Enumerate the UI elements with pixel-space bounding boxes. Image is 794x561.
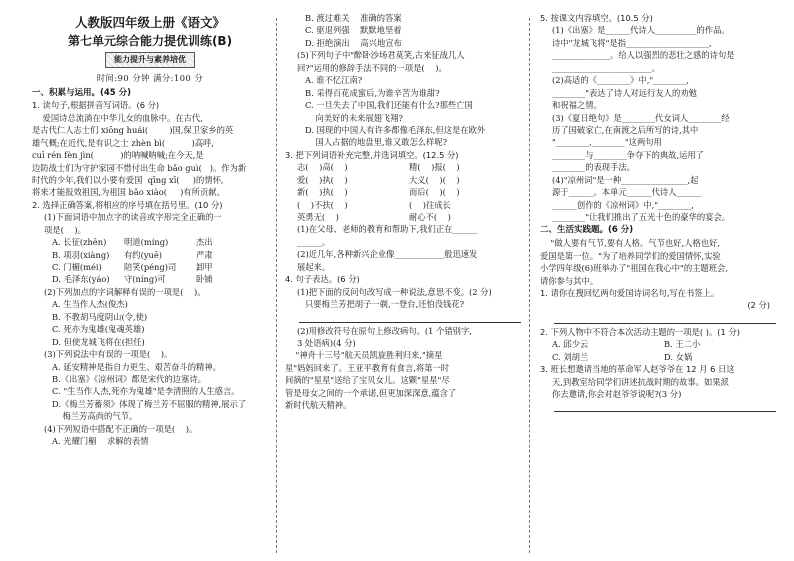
q2-1-choice-row: A. 长征(zhēn) 明道(míng) 杰出 — [52, 237, 213, 248]
q5-line: 和祝福之情。 — [552, 100, 602, 111]
q2-5-choice: D. 国现的中国人有许多都像毛泽东,但这是在欧外 — [305, 124, 486, 135]
q2-5-stem: (5)下列句子中"醉卧沙场君莫笑,古来征战几人 — [297, 50, 465, 61]
q3-word-row: 爱( )执( ) 大义( )( ) — [297, 174, 460, 185]
worksheet-subtitle: 第七单元综合能力提优训练(B) — [67, 34, 233, 49]
q2-2-choice: C. 死亦为鬼雄(鬼魂英雄) — [52, 324, 145, 335]
q2-2-choice: A. 生当作人杰(俊杰) — [52, 299, 128, 310]
q2-5-choice: A. 谁不忆江南? — [305, 75, 363, 86]
q5-line: "________,________"这两句用 — [552, 137, 662, 148]
q2-5-choice: C. 一旦失去了中国,我们还能有什么?那些亡国 — [305, 100, 473, 111]
q2-1-choice-row: D. 毛泽东(yáo) 守(níng)可 卧铺 — [52, 274, 213, 285]
q2-2-stem: (2)下列加点的字词解释有误的一项是( )。 — [44, 286, 206, 297]
q5-line: (4)"凉州词"是一种________________,起 — [552, 174, 699, 185]
q5-line: ________"让我们推出了五光十色的豪华的宴会。 — [552, 212, 731, 222]
q5-line: (2)高适的《________》中,"________, — [552, 75, 690, 86]
q2-5-choice: 向美好的未来展翅飞翔? — [305, 112, 403, 123]
life-question-3: 天,到教室给同学们讲述抗战时期的故事。如果派 — [552, 376, 729, 387]
life-question-3: 3. 班长想邀请当地的革命军人赵爷爷在 12 月 6 日这 — [540, 364, 735, 375]
q4-paragraph-line: 新时代航天精神。 — [285, 400, 352, 411]
q2-1-choice-row: B. 项羽(xiàng) 有约(yuē) 严肃 — [52, 249, 213, 260]
answer-line[interactable] — [554, 312, 776, 324]
q2-4-stem: (4)下列短语中搭配不正确的一项是( )。 — [44, 423, 198, 434]
q5-line: 历了国破家亡,在南渡之后所写的诗,其中 — [552, 124, 699, 135]
life-question-3: 你去邀请,你会对赵爷爷说呢?(3 分) — [552, 389, 682, 399]
q5-line: ________的表现手法。 — [552, 162, 635, 173]
q5-line: ________________________。 — [552, 62, 660, 73]
q4-paragraph-line: "神舟十三号"航天员凯旋胜利归来,"摘星 — [285, 350, 443, 361]
q4-1-stem: (1)把下面的反问句改写成一种说法,意思不变。(2 分) — [297, 286, 492, 297]
q3-2-stem: 展起来。 — [297, 261, 331, 272]
question-4-title: 4. 句子表达。(6 分) — [285, 274, 360, 285]
q2-3-stem: (3)下列说法中有误的一项是( )。 — [44, 349, 173, 360]
q2-1-stem: 项是( )。 — [44, 224, 86, 235]
answer-line[interactable] — [299, 311, 521, 323]
q3-word-row: 志( )高( ) 精( )报( ) — [297, 162, 460, 173]
life-paragraph-line: 请你参与其中。 — [540, 275, 599, 286]
life-paragraph-line: "做人要有气节,要有人格。气节也好,人格也好, — [540, 238, 720, 249]
q4-2-stem: 3 处语病)(4 分) — [297, 337, 356, 348]
q3-word-row: 新( )执( ) 而后( )( ) — [297, 187, 460, 198]
q1-line: 雄气概;在近代,是有识之士 zhèn bì( )高呼, — [32, 137, 214, 148]
section-2-heading: 二、生活实践题。(6 分) — [540, 225, 634, 236]
q3-2-stem: (2)近几年,各种新兴企业像____________般迅速发 — [297, 249, 478, 260]
q3-1-stem: ______。 — [297, 236, 331, 247]
q2-3-choice: B.《出塞》《凉州词》都是宋代的边塞诗。 — [52, 373, 206, 384]
q5-line: ________与________争夺下的典故,运用了 — [552, 149, 704, 160]
life-question-2: 2. 下列人物中不符合本次活动主题的一项是( )。(1 分) — [540, 326, 740, 337]
q2-1-choice-row: C. 门楣(méi) 陪笑(péng)司 卸甲 — [52, 262, 213, 272]
q2-3-choice: A. 延安精神是指自力更生、艰苦奋斗的精神。 — [52, 361, 221, 372]
q5-line: 诗中"龙城飞将"是指____________________, — [552, 37, 712, 48]
section-1-heading: 一、积累与运用。(45 分) — [32, 87, 132, 98]
worksheet-title: 人教版四年级上册《语文》 — [74, 15, 225, 30]
life-paragraph-line: 爱国是第一位。"为了培养同学们的爱国情怀,实验 — [540, 250, 721, 261]
column-left — [32, 12, 276, 553]
q2-2-choice: D. 但使龙城飞将在(担任) — [52, 336, 145, 347]
q5-line: ________"表达了诗人对远行友人的劝勉 — [552, 87, 697, 98]
q3-1-stem: (1)在父母、老师的教育和帮助下,我们正在______ — [297, 224, 478, 235]
q2-4-choice: D. 拒绝演出 高兴地宣布 — [305, 37, 402, 48]
q4-2-stem: (2)用修改符号在原句上修改病句。(1 个错别字, — [297, 325, 472, 336]
q2-2-choice: B. 不教胡马度阴山(令,使) — [52, 311, 148, 322]
q1-line: 边防战士们为守护家园不惜付出生命 bǎo guì( )。作为新 — [32, 162, 247, 173]
q2-1-stem: (1)下面词语中加点字的读音或字形完全正确的一 — [44, 212, 222, 223]
q5-line: (1)《出塞》是______代诗人__________的作品。 — [552, 25, 730, 36]
q1-line: 爱国诗总流淌在中华儿女的血脉中。在古代, — [32, 112, 203, 123]
q4-1-sentence: 只要梅兰芳把胡子一剃,一登台,还怕没钱花? — [305, 299, 465, 310]
question-3-title: 3. 把下列词语补充完整,并选词填空。(12.5 分) — [285, 149, 459, 160]
q5-line: (3)《夏日绝句》是________代女词人________经 — [552, 112, 730, 123]
q5-line: ______________。给人以强烈的悲壮之感的诗句是 — [552, 50, 735, 61]
q4-paragraph-line: 星"妈妈回来了。王亚平教育有食言,将第一时 — [285, 362, 450, 373]
q5-line: 源于______。本单元______代诗人______ — [552, 187, 702, 198]
q2-5-choice: B. 采得百花成蜜后,为谁辛苦为谁甜? — [305, 87, 440, 98]
q3-word-row: ( )不扶( ) ( )往成长 — [297, 199, 451, 210]
q1-line: 时代的少年,我们以小要有爱国 qīng xī( )的情怀, — [32, 174, 224, 185]
life-paragraph-line: 小学四年级(6)班举办了"祖国在我心中"的主题班会, — [540, 263, 728, 274]
q1-line: 是古代仁人志士们 xiōng huái( )国,保卫家乡的英 — [32, 125, 234, 136]
q2-4-choice: B. 渡过难关 准确的答案 — [305, 13, 402, 23]
q3-word-row: 英勇无( ) 耐心不( ) — [297, 212, 451, 222]
answer-line[interactable] — [554, 400, 776, 412]
column-middle — [277, 12, 529, 553]
q2-5-choice: 国人占据的地盘里,谁又敢怎么样呢? — [305, 137, 448, 148]
q1-line: 将来才能报效祖国,为祖国 bǎo xiào( )有所贡献。 — [32, 187, 225, 198]
life-question-1-score: (2 分) — [747, 300, 770, 311]
q2-3-choice: 梅兰芳高尚的气节。 — [52, 411, 138, 422]
l2-choice-row: A. 邱少云 B. 王二小 — [552, 339, 701, 350]
q2-5-stem: 回?"运用的修辞手法不同的一项是( )。 — [297, 62, 447, 73]
time-score: 时间:90 分钟 满分:100 分 — [96, 73, 204, 84]
question-5-title: 5. 按课文内容填空。(10.5 分) — [540, 13, 653, 23]
question-2-title: 2. 选择正确答案,将相应的序号填在括号里。(10 分) — [32, 199, 223, 210]
column-right — [530, 12, 776, 553]
question-1-title: 1. 读句子,根据拼音写词语。(6 分) — [32, 100, 160, 111]
q2-3-choice: C. "生当作人杰,死亦为鬼雄"是李清照的人生感言。 — [52, 386, 240, 397]
q5-line: ______创作的《凉州词》中,"________, — [552, 199, 694, 210]
section-badge: 能力提升与素养培优 — [105, 52, 195, 68]
q4-paragraph-line: 间摘的"星星"送给了宝贝女儿。这颗"星星"尽 — [285, 375, 450, 386]
q4-paragraph-line: 管是母女之间的一个承诺,但更加深深意,蕴含了 — [285, 387, 457, 398]
q2-4-choice: A. 光耀门楣 求解的表情 — [52, 436, 149, 447]
q1-line: cuī rén fèn jìn( )的呐喊呐喊;在今天,是 — [32, 150, 204, 161]
l2-choice-row: C. 刘胡兰 D. 女娲 — [552, 351, 693, 362]
life-question-1: 1. 请你在搜回忆两句爱国诗词名句,写在书签上。 — [540, 287, 720, 298]
q2-4-choice: C. 驱退列强 默默地坚着 — [305, 25, 402, 36]
q2-3-choice: D.《梅兰芳蓄须》体现了梅兰芳不屈服的精神,展示了 — [52, 398, 247, 409]
